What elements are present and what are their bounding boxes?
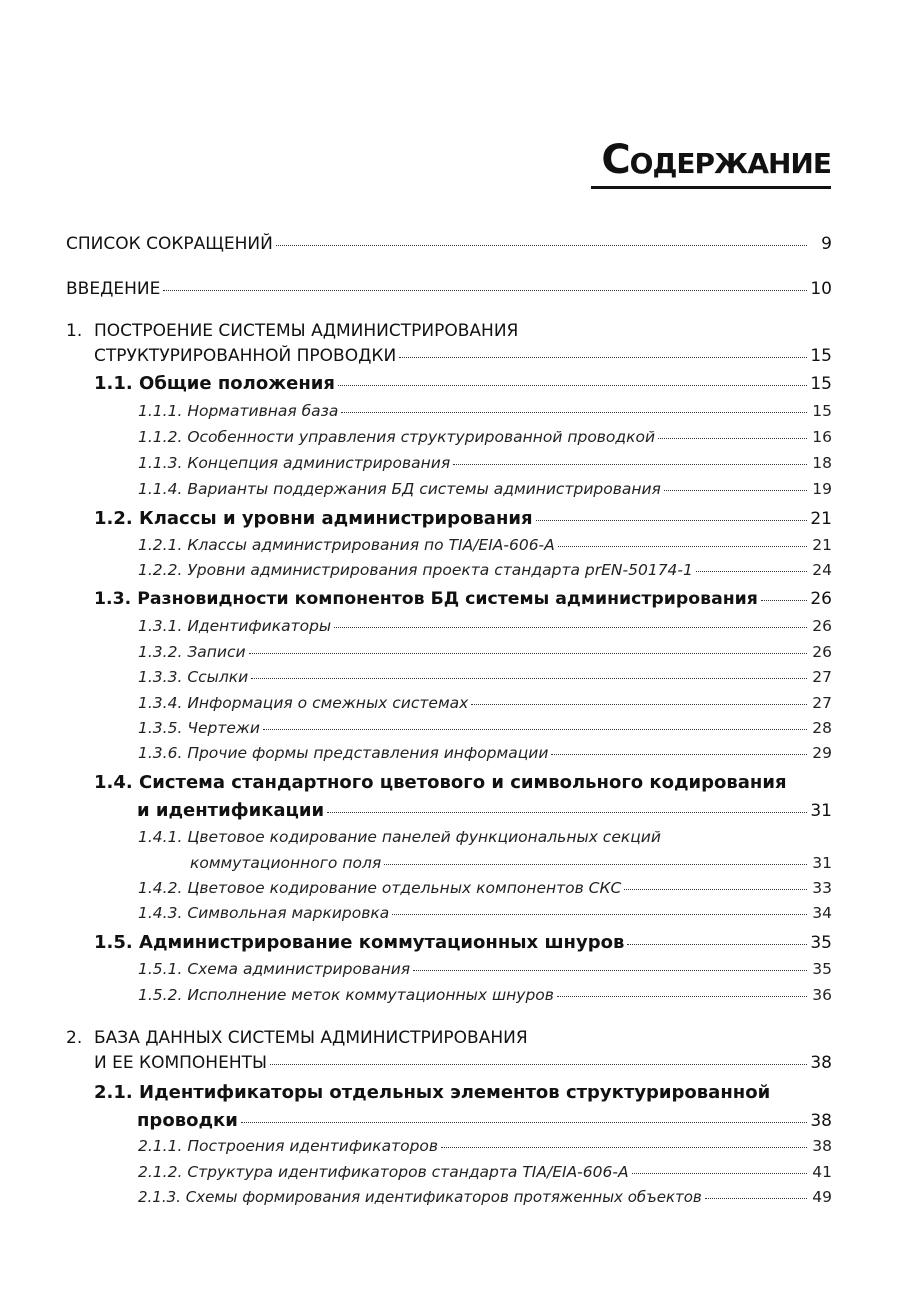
- subsection-title: Чертежи: [187, 719, 260, 737]
- toc-entry[interactable]: [66, 236, 832, 253]
- toc-entry-page: 18: [812, 454, 832, 472]
- toc-subsection[interactable]: [190, 856, 832, 872]
- subsection-title: Схемы формирования идентификаторов протяженных объектов: [185, 1188, 702, 1206]
- toc-subsection[interactable]: [138, 404, 832, 420]
- toc-entry-page: 38: [810, 1053, 832, 1073]
- subsection-number: 1.4.3.: [138, 904, 183, 922]
- toc-entry-page: 19: [812, 480, 832, 498]
- subsection-title: Построения идентификаторов: [187, 1137, 439, 1155]
- subsection-line1[interactable]: [138, 830, 661, 846]
- section-title-line2: и идентификации: [137, 800, 325, 821]
- chapter-number: 2.: [66, 1028, 83, 1048]
- toc-subsection[interactable]: [138, 538, 832, 554]
- toc-subsection[interactable]: [138, 1139, 832, 1155]
- subsection-title: Ссылки: [187, 668, 249, 686]
- toc-entry-page: 38: [810, 1111, 832, 1131]
- toc-section[interactable]: [137, 802, 832, 820]
- section-title-line1[interactable]: [94, 774, 787, 792]
- toc-subsection[interactable]: [138, 696, 832, 712]
- toc-entry-text: СПИСОК СОКРАЩЕНИЙ: [66, 234, 273, 254]
- toc-subsection[interactable]: [138, 619, 832, 635]
- subsection-title: Особенности управления структурированной проводкой: [187, 428, 656, 446]
- leader-dots: [338, 385, 807, 386]
- leader-dots: [163, 290, 807, 291]
- toc-entry-page: 24: [812, 561, 832, 579]
- toc-entry-page: 9: [821, 234, 832, 254]
- toc-entry-text: СТРУКТУРИРОВАННОЙ ПРОВОДКИ: [94, 346, 397, 366]
- subsection-number: 1.1.2.: [138, 428, 183, 446]
- subsection-number: 1.2.1.: [138, 536, 183, 554]
- toc-subsection[interactable]: [138, 988, 832, 1004]
- section-title: Администрирование коммутационных шнуров: [139, 932, 625, 953]
- subsection-number: 1.5.1.: [138, 960, 183, 978]
- toc-entry-page: 26: [812, 617, 832, 635]
- section-number: 1.4.: [94, 772, 133, 793]
- leader-dots: [399, 357, 807, 358]
- section-title: Идентификаторы отдельных элементов структурированной: [139, 1082, 771, 1103]
- toc-entry-page: 15: [812, 402, 832, 420]
- subsection-title: Цветовое кодирование панелей функциональных секций: [187, 828, 661, 846]
- subsection-title: Цветовое кодирование отдельных компонентов СКС: [187, 879, 622, 897]
- toc-entry-page: 15: [810, 374, 832, 394]
- subsection-number: 2.1.1.: [138, 1137, 183, 1155]
- leader-dots: [453, 464, 807, 465]
- subsection-number: 1.3.5.: [138, 719, 183, 737]
- leader-dots: [761, 600, 807, 601]
- leader-dots: [664, 490, 807, 491]
- toc-subsection[interactable]: [138, 881, 832, 897]
- subsection-number: 1.2.2.: [138, 561, 183, 579]
- toc-section[interactable]: [137, 1112, 832, 1130]
- leader-dots: [557, 996, 807, 997]
- subsection-title: Классы администрирования по TIA/EIA-606-A: [187, 536, 555, 554]
- toc-subsection[interactable]: [138, 430, 832, 446]
- leader-dots: [263, 729, 807, 730]
- section-number: 1.3.: [94, 589, 132, 609]
- chapter-title-line1: БАЗА ДАННЫХ СИСТЕМЫ АДМИНИСТРИРОВАНИЯ: [94, 1028, 528, 1048]
- subsection-title: Символьная маркировка: [187, 904, 390, 922]
- chapter-number: 1.: [66, 321, 83, 341]
- subsection-title: Уровни администрирования проекта стандарта prEN-50174-1: [187, 561, 693, 579]
- toc-entry-page: 28: [812, 719, 832, 737]
- toc-entry-page: 35: [810, 933, 832, 953]
- subsection-number: 1.4.1.: [138, 828, 183, 846]
- leader-dots: [696, 571, 807, 572]
- page-title: Содержание: [601, 137, 831, 183]
- toc-entry-page: 15: [810, 346, 832, 366]
- leader-dots: [327, 812, 807, 813]
- leader-dots: [471, 704, 807, 705]
- toc-section[interactable]: [94, 934, 832, 952]
- leader-dots: [658, 438, 807, 439]
- subsection-number: 1.3.4.: [138, 694, 183, 712]
- toc-subsection[interactable]: [138, 482, 832, 498]
- toc-entry-page: 26: [812, 643, 832, 661]
- toc-entry-text: И ЕЕ КОМПОНЕНТЫ: [94, 1053, 267, 1073]
- leader-dots: [276, 245, 807, 246]
- toc-entry-page: 38: [812, 1137, 832, 1155]
- subsection-title: Информация о смежных системах: [187, 694, 469, 712]
- subsection-number: 1.1.3.: [138, 454, 183, 472]
- leader-dots: [627, 944, 807, 945]
- toc-section[interactable]: [94, 591, 832, 608]
- subsection-title: Схема администрирования: [187, 960, 411, 978]
- leader-dots: [392, 914, 807, 915]
- toc-entry-page: 41: [812, 1163, 832, 1181]
- subsection-number: 2.1.2.: [138, 1163, 183, 1181]
- toc-subsection[interactable]: [138, 563, 832, 579]
- leader-dots: [413, 970, 807, 971]
- toc-entry-page: 36: [812, 986, 832, 1004]
- toc-entry-page: 16: [812, 428, 832, 446]
- leader-dots: [624, 889, 807, 890]
- toc-entry-chapter-1[interactable]: [94, 348, 832, 365]
- subsection-title: Нормативная база: [187, 402, 339, 420]
- toc-subsection[interactable]: [138, 645, 832, 661]
- section-number: 1.1.: [94, 373, 133, 394]
- leader-dots: [384, 864, 807, 865]
- toc-entry-page: 31: [810, 801, 832, 821]
- section-title: Система стандартного цветового и символьного кодирования: [139, 772, 787, 793]
- toc-entry-page: 31: [812, 854, 832, 872]
- subsection-title: Идентификаторы: [187, 617, 332, 635]
- leader-dots: [551, 754, 807, 755]
- subsection-title: Прочие формы представления информации: [187, 744, 549, 762]
- subsection-number: 1.4.2.: [138, 879, 183, 897]
- subsection-title-line2: коммутационного поля: [190, 854, 382, 872]
- section-number: 1.2.: [94, 508, 133, 529]
- leader-dots: [341, 412, 807, 413]
- leader-dots: [251, 678, 807, 679]
- chapter-title-line1: ПОСТРОЕНИЕ СИСТЕМЫ АДМИНИСТРИРОВАНИЯ: [94, 321, 519, 341]
- toc-subsection[interactable]: [138, 1190, 832, 1206]
- toc-entry-page: 21: [810, 509, 832, 529]
- subsection-number: 1.5.2.: [138, 986, 183, 1004]
- toc-subsection[interactable]: [138, 1165, 832, 1181]
- toc-subsection[interactable]: [138, 746, 832, 762]
- leader-dots: [558, 546, 807, 547]
- toc-entry-page: 33: [812, 879, 832, 897]
- toc-entry-page: 27: [812, 694, 832, 712]
- subsection-title: Структура идентификаторов стандарта TIA/EIA-606-A: [187, 1163, 629, 1181]
- toc-entry-page: 27: [812, 668, 832, 686]
- section-title-line1[interactable]: [94, 1084, 770, 1102]
- toc-subsection[interactable]: [138, 962, 832, 978]
- subsection-number: 1.3.3.: [138, 668, 183, 686]
- toc-entry-text: ВВЕДЕНИЕ: [66, 279, 161, 299]
- toc-subsection[interactable]: [138, 456, 832, 472]
- subsection-number: 2.1.3.: [138, 1188, 181, 1206]
- toc-entry-chapter-2[interactable]: [94, 1055, 832, 1072]
- subsection-number: 1.3.2.: [138, 643, 183, 661]
- toc-entry-page: 34: [812, 904, 832, 922]
- subsection-title: Варианты поддержания БД системы администрирования: [187, 480, 661, 498]
- subsection-title: Исполнение меток коммутационных шнуров: [187, 986, 554, 1004]
- title-underline: [591, 186, 831, 189]
- leader-dots: [241, 1122, 807, 1123]
- subsection-number: 1.3.6.: [138, 744, 183, 762]
- section-title: Разновидности компонентов БД системы администрирования: [137, 589, 758, 609]
- leader-dots: [536, 520, 807, 521]
- subsection-number: 1.1.1.: [138, 402, 183, 420]
- section-title: Классы и уровни администрирования: [139, 508, 533, 529]
- leader-dots: [270, 1064, 807, 1065]
- leader-dots: [249, 653, 807, 654]
- toc-entry[interactable]: [66, 281, 832, 298]
- section-number: 1.5.: [94, 932, 133, 953]
- subsection-title: Записи: [187, 643, 246, 661]
- subsection-number: 1.3.1.: [138, 617, 183, 635]
- subsection-number: 1.1.4.: [138, 480, 183, 498]
- toc-section[interactable]: [94, 510, 832, 528]
- toc-subsection[interactable]: [138, 721, 832, 737]
- section-number: 2.1.: [94, 1082, 133, 1103]
- section-title-line2: проводки: [137, 1110, 238, 1131]
- leader-dots: [441, 1147, 807, 1148]
- toc-entry-page: 26: [810, 589, 832, 609]
- toc-section[interactable]: [94, 375, 832, 393]
- leader-dots: [632, 1173, 807, 1174]
- leader-dots: [334, 627, 807, 628]
- leader-dots: [705, 1198, 807, 1199]
- toc-entry-page: 35: [812, 960, 832, 978]
- section-title: Общие положения: [139, 373, 335, 394]
- toc-subsection[interactable]: [138, 906, 832, 922]
- toc-entry-page: 49: [812, 1188, 832, 1206]
- toc-entry-page: 29: [812, 744, 832, 762]
- subsection-title: Концепция администрирования: [187, 454, 451, 472]
- toc-entry-page: 10: [810, 279, 832, 299]
- toc-subsection[interactable]: [138, 670, 832, 686]
- toc-entry-page: 21: [812, 536, 832, 554]
